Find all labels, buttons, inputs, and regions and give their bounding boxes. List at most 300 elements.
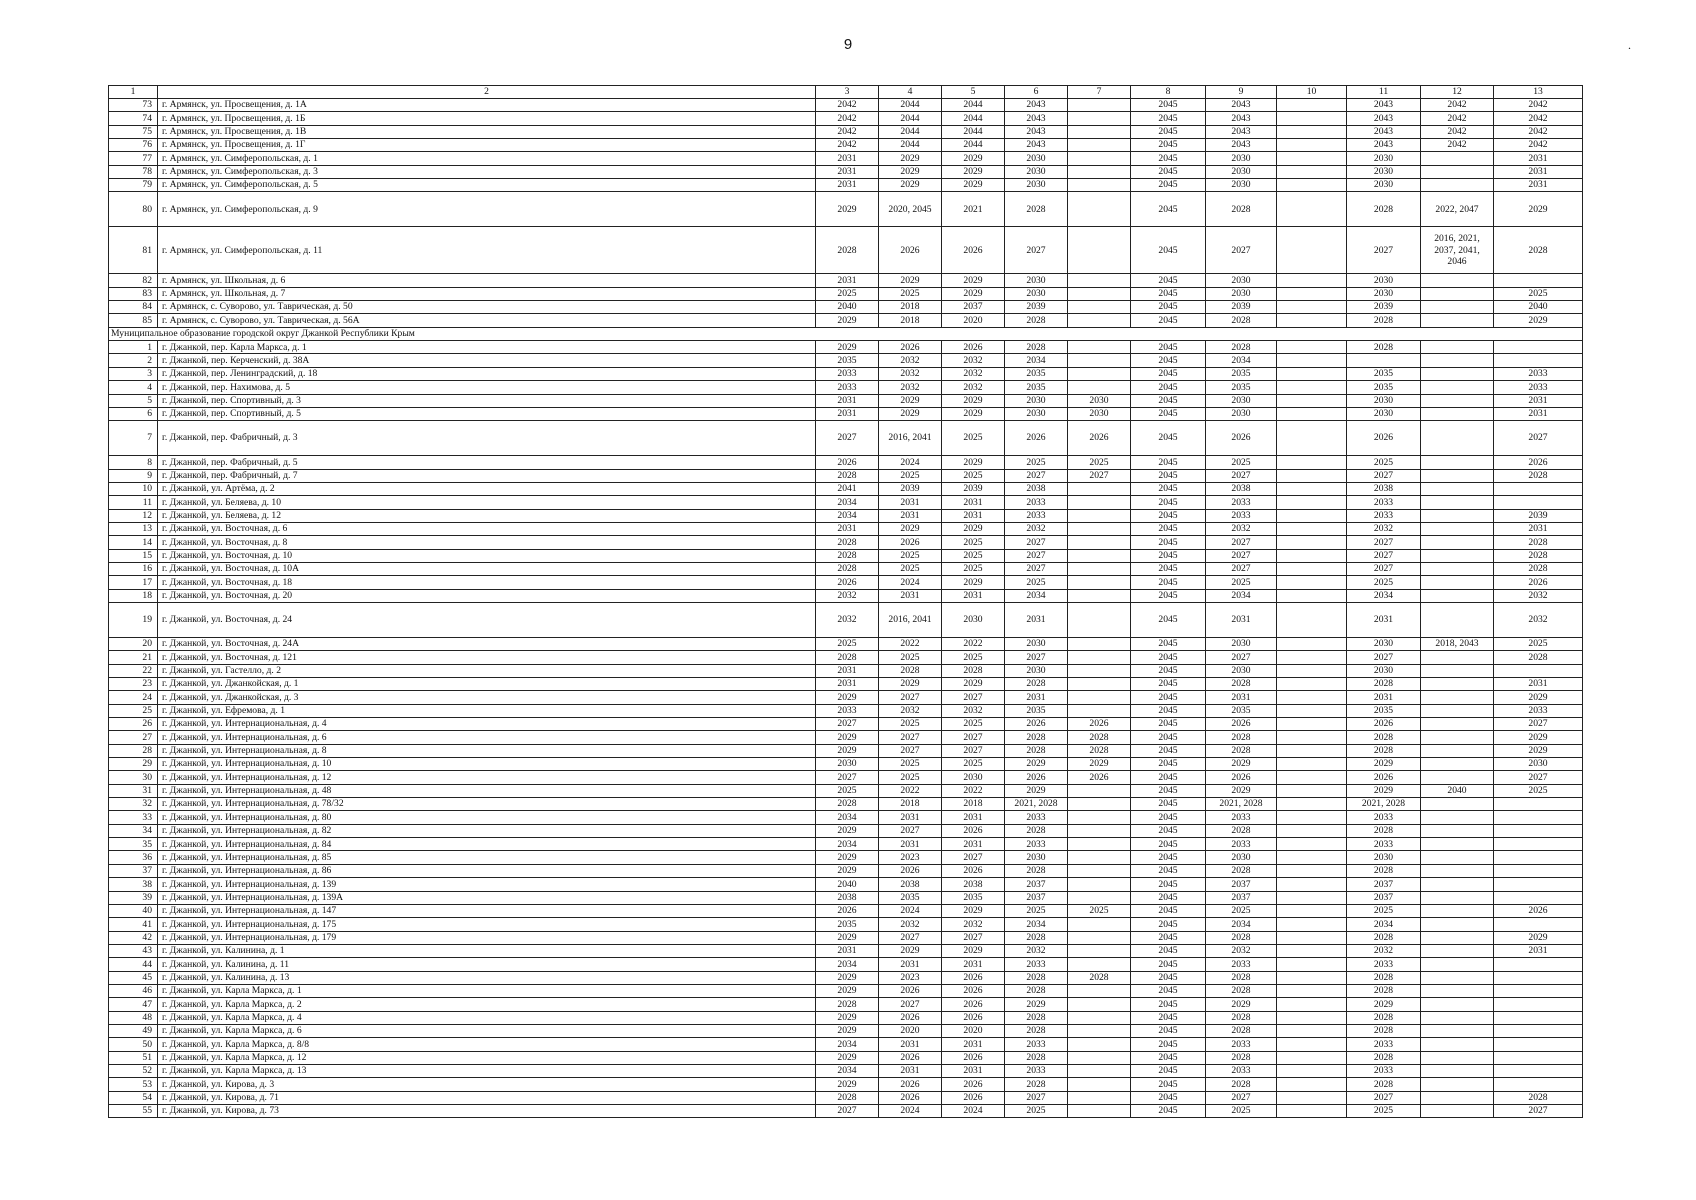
year-cell: 2025 [1005,1105,1068,1118]
housing-schedule-table [108,85,1583,1118]
year-cell: 2027 [1347,1091,1421,1104]
year-cell: 2033 [1347,838,1421,851]
year-cell: 2045 [1131,562,1206,575]
row-number: 39 [109,891,158,904]
year-cell [1421,798,1494,811]
year-cell [1494,1024,1583,1037]
year-cell: 2039 [1005,301,1068,314]
year-cell: 2027 [1206,536,1277,549]
year-cell: 2033 [1005,838,1068,851]
year-cell: 2030 [1347,394,1421,407]
year-cell [1068,798,1131,811]
year-cell: 2020, 2045 [879,192,942,227]
table-row [109,904,1583,917]
year-cell: 2028 [816,549,879,562]
table-row [109,851,1583,864]
year-cell: 2045 [1131,549,1206,562]
year-cell: 2031 [1494,152,1583,165]
year-cell: 2033 [1206,811,1277,824]
year-cell: 2033 [1494,381,1583,394]
year-cell: 2029 [1494,931,1583,944]
address-cell: г. Джанкой, ул. Кирова, д. 3 [158,1078,816,1091]
year-cell: 2029 [816,984,879,997]
year-cell: 2028 [1347,1078,1421,1091]
year-cell [1277,838,1347,851]
year-cell: 2031 [1494,179,1583,192]
address-cell: г. Джанкой, ул. Карла Маркса, д. 12 [158,1051,816,1064]
year-cell: 2041 [816,482,879,495]
table-row [109,824,1583,837]
year-cell: 2032 [879,354,942,367]
year-cell: 2028 [1494,469,1583,482]
year-cell: 2030 [1206,637,1277,650]
year-cell: 2026 [1206,718,1277,731]
year-cell: 2032 [1347,944,1421,957]
year-cell [1068,891,1131,904]
year-cell: 2027 [942,851,1005,864]
year-cell: 2035 [942,891,1005,904]
address-cell: г. Джанкой, ул. Восточная, д. 18 [158,576,816,589]
year-cell: 2029 [816,1051,879,1064]
year-cell: 2043 [1005,125,1068,138]
year-cell [1277,944,1347,957]
year-cell [1421,469,1494,482]
year-cell [1068,274,1131,287]
year-cell: 2032 [1005,522,1068,535]
year-cell: 2034 [1005,354,1068,367]
table-row [109,758,1583,771]
address-cell: г. Джанкой, ул. Интернациональная, д. 78/32 [158,798,816,811]
year-cell [1494,664,1583,677]
year-cell: 2029 [816,691,879,704]
row-number: 7 [109,421,158,456]
year-cell: 2026 [1494,904,1583,917]
year-cell: 2028 [1005,678,1068,691]
year-cell [1421,354,1494,367]
year-cell: 2028 [816,562,879,575]
year-cell [1068,878,1131,891]
year-cell: 2045 [1131,1091,1206,1104]
year-cell [1277,496,1347,509]
address-cell: г. Джанкой, ул. Восточная, д. 10 [158,549,816,562]
year-cell: 2020 [942,1024,1005,1037]
row-number: 18 [109,589,158,602]
year-cell: 2045 [1131,664,1206,677]
year-cell: 2032 [1494,589,1583,602]
year-cell: 2031 [816,678,879,691]
year-cell [1277,1024,1347,1037]
year-cell [1421,744,1494,757]
year-cell: 2029 [1494,691,1583,704]
year-cell: 2025 [1068,904,1131,917]
year-cell: 2021, 2028 [1005,798,1068,811]
year-cell: 2033 [1005,509,1068,522]
year-cell: 2045 [1131,112,1206,125]
year-cell [1421,891,1494,904]
year-cell [1068,784,1131,797]
year-cell [1277,931,1347,944]
year-cell: 2033 [1494,704,1583,717]
row-number: 35 [109,838,158,851]
year-cell: 2026 [1347,718,1421,731]
address-cell: г. Джанкой, ул. Восточная, д. 24 [158,602,816,637]
year-cell: 2027 [942,744,1005,757]
year-cell: 2030 [1206,664,1277,677]
year-cell: 2029 [942,904,1005,917]
year-cell [1421,522,1494,535]
year-cell: 2031 [879,1038,942,1051]
year-cell: 2028 [1005,341,1068,354]
year-cell [1277,1064,1347,1077]
year-cell: 2027 [1068,469,1131,482]
year-cell: 2034 [816,838,879,851]
year-cell: 2045 [1131,287,1206,300]
year-cell: 2029 [1494,744,1583,757]
row-number: 40 [109,904,158,917]
year-cell: 2031 [1005,691,1068,704]
year-cell [1421,984,1494,997]
year-cell: 2031 [879,1064,942,1077]
year-cell: 2045 [1131,354,1206,367]
year-cell [1277,958,1347,971]
year-cell: 2042 [1421,99,1494,112]
year-cell: 2042 [1494,99,1583,112]
table-row [109,984,1583,997]
year-cell [1277,718,1347,731]
year-cell: 2025 [1005,904,1068,917]
year-cell: 2029 [1005,784,1068,797]
year-cell [1421,651,1494,664]
year-cell: 2030 [1347,637,1421,650]
year-cell: 2025 [879,562,942,575]
year-cell [1277,341,1347,354]
year-cell [1068,549,1131,562]
year-cell: 2035 [1005,704,1068,717]
year-cell [1068,301,1131,314]
table-header-row [109,86,1583,99]
table-row [109,771,1583,784]
year-cell: 2033 [1206,958,1277,971]
year-cell: 2045 [1131,731,1206,744]
year-cell [1068,944,1131,957]
table-row [109,152,1583,165]
year-cell: 2029 [1005,998,1068,1011]
year-cell: 2045 [1131,576,1206,589]
year-cell: 2028 [1494,1091,1583,1104]
year-cell: 2038 [1206,482,1277,495]
row-number: 24 [109,691,158,704]
year-cell: 2028 [1494,536,1583,549]
year-cell [1068,139,1131,152]
table-row [109,381,1583,394]
address-cell: г. Армянск, ул. Симферопольская, д. 3 [158,165,816,178]
year-cell: 2031 [816,522,879,535]
year-cell: 2026 [942,1011,1005,1024]
year-cell: 2029 [1005,758,1068,771]
year-cell [1068,112,1131,125]
row-number: 17 [109,576,158,589]
year-cell [1277,918,1347,931]
year-cell [1277,456,1347,469]
table-row [109,522,1583,535]
year-cell [1277,165,1347,178]
year-cell: 2029 [1494,314,1583,327]
year-cell [1277,1091,1347,1104]
year-cell: 2020 [879,1024,942,1037]
row-number: 20 [109,637,158,650]
year-cell: 2027 [1005,536,1068,549]
year-cell: 2042 [816,139,879,152]
year-cell: 2021 [942,192,1005,227]
year-cell: 2028 [1347,1024,1421,1037]
year-cell: 2018 [879,798,942,811]
row-number: 8 [109,456,158,469]
year-cell: 2025 [1494,637,1583,650]
year-cell: 2025 [1347,456,1421,469]
year-cell: 2029 [1494,192,1583,227]
year-cell [1277,651,1347,664]
address-cell: г. Джанкой, ул. Джанкойская, д. 3 [158,691,816,704]
year-cell: 2028 [1206,314,1277,327]
year-cell: 2045 [1131,1038,1206,1051]
address-cell: г. Армянск, ул. Школьная, д. 6 [158,274,816,287]
table-row [109,998,1583,1011]
year-cell [1277,274,1347,287]
year-cell: 2027 [1494,718,1583,731]
year-cell: 2034 [1005,589,1068,602]
year-cell: 2025 [942,651,1005,664]
year-cell [1421,482,1494,495]
year-cell [1421,381,1494,394]
year-cell [1277,784,1347,797]
year-cell: 2026 [942,864,1005,877]
year-cell [1494,496,1583,509]
year-cell [1068,811,1131,824]
row-number: 44 [109,958,158,971]
year-cell: 2023 [879,851,942,864]
year-cell [1277,139,1347,152]
year-cell: 2020 [942,314,1005,327]
year-cell [1277,984,1347,997]
year-cell [1421,602,1494,637]
year-cell: 2026 [942,1091,1005,1104]
year-cell [1277,522,1347,535]
year-cell: 2025 [1347,904,1421,917]
year-cell: 2045 [1131,798,1206,811]
table-row [109,536,1583,549]
table-row [109,367,1583,380]
address-cell: г. Джанкой, ул. Карла Маркса, д. 2 [158,998,816,1011]
year-cell [1068,341,1131,354]
address-cell: г. Джанкой, ул. Карла Маркса, д. 6 [158,1024,816,1037]
year-cell: 2044 [879,99,942,112]
table-row [109,1011,1583,1024]
year-cell: 2027 [879,998,942,1011]
year-cell: 2033 [1347,496,1421,509]
year-cell [1068,838,1131,851]
row-number: 31 [109,784,158,797]
address-cell: г. Джанкой, пер. Ленинградский, д. 18 [158,367,816,380]
year-cell: 2044 [942,112,1005,125]
row-number: 37 [109,864,158,877]
year-cell [1277,589,1347,602]
year-cell: 2026 [879,864,942,877]
year-cell: 2045 [1131,704,1206,717]
year-cell [1277,125,1347,138]
year-cell: 2029 [942,394,1005,407]
year-cell: 2029 [942,287,1005,300]
year-cell [1068,576,1131,589]
year-cell [1277,576,1347,589]
year-cell: 2027 [1494,421,1583,456]
year-cell [1494,984,1583,997]
row-number: 41 [109,918,158,931]
year-cell: 2028 [1494,562,1583,575]
year-cell: 2028 [1347,314,1421,327]
year-cell [1421,904,1494,917]
table-row [109,944,1583,957]
address-cell: г. Армянск, ул. Симферопольская, д. 9 [158,192,816,227]
year-cell [1421,758,1494,771]
year-cell: 2025 [816,287,879,300]
year-cell: 2038 [942,878,1005,891]
year-cell: 2033 [1347,1064,1421,1077]
row-number: 85 [109,314,158,327]
year-cell: 2030 [816,758,879,771]
row-number: 15 [109,549,158,562]
year-cell [1421,394,1494,407]
year-cell: 2025 [1206,576,1277,589]
year-cell [1277,1078,1347,1091]
table-row [109,1051,1583,1064]
year-cell: 2028 [1206,984,1277,997]
year-cell: 2028 [1005,1024,1068,1037]
year-cell: 2018 [879,301,942,314]
row-number: 47 [109,998,158,1011]
year-cell [1347,354,1421,367]
year-cell: 2031 [879,958,942,971]
year-cell: 2025 [816,637,879,650]
year-cell: 2027 [942,691,1005,704]
row-number: 80 [109,192,158,227]
year-cell [1277,469,1347,482]
row-number: 3 [109,367,158,380]
row-number: 11 [109,496,158,509]
year-cell: 2026 [1206,771,1277,784]
year-cell: 2043 [1347,125,1421,138]
address-cell: г. Джанкой, пер. Спортивный, д. 5 [158,407,816,420]
year-cell: 2045 [1131,971,1206,984]
table-row [109,589,1583,602]
year-cell: 2034 [816,958,879,971]
year-cell: 2044 [942,99,1005,112]
year-cell: 2032 [1494,602,1583,637]
year-cell [1068,1105,1131,1118]
year-cell: 2035 [879,891,942,904]
year-cell: 2045 [1131,1105,1206,1118]
year-cell: 2043 [1347,99,1421,112]
address-cell: г. Джанкой, пер. Фабричный, д. 5 [158,456,816,469]
year-cell: 2021, 2028 [1206,798,1277,811]
year-cell: 2033 [1005,496,1068,509]
year-cell: 2031 [942,589,1005,602]
year-cell: 2028 [1206,971,1277,984]
year-cell [1421,589,1494,602]
year-cell: 2045 [1131,496,1206,509]
year-cell: 2026 [942,971,1005,984]
address-cell: г. Джанкой, ул. Восточная, д. 6 [158,522,816,535]
address-cell: г. Джанкой, ул. Интернациональная, д. 10 [158,758,816,771]
year-cell [1494,341,1583,354]
year-cell: 2045 [1131,522,1206,535]
year-cell: 2034 [1347,589,1421,602]
year-cell: 2031 [942,509,1005,522]
year-cell: 2028 [1206,864,1277,877]
year-cell: 2028 [1347,864,1421,877]
year-cell [1068,227,1131,274]
year-cell: 2031 [816,274,879,287]
year-cell: 2028 [816,1091,879,1104]
year-cell [1421,341,1494,354]
year-cell: 2030 [1005,407,1068,420]
year-cell: 2028 [1347,731,1421,744]
year-cell: 2026 [1206,421,1277,456]
row-number: 27 [109,731,158,744]
page-number: 9 [843,36,853,53]
year-cell: 2029 [816,931,879,944]
year-cell: 2030 [1347,287,1421,300]
year-cell [1277,731,1347,744]
address-cell: г. Джанкой, ул. Кирова, д. 71 [158,1091,816,1104]
year-cell: 2037 [1005,891,1068,904]
year-cell: 2029 [1347,758,1421,771]
column-header: 10 [1277,86,1347,99]
row-number: 79 [109,179,158,192]
year-cell: 2045 [1131,998,1206,1011]
year-cell: 2028 [1005,971,1068,984]
row-number: 23 [109,678,158,691]
year-cell [1277,664,1347,677]
year-cell: 2034 [1206,354,1277,367]
year-cell: 2029 [816,864,879,877]
address-cell: г. Джанкой, ул. Восточная, д. 10А [158,562,816,575]
table-row [109,691,1583,704]
row-number: 19 [109,602,158,637]
table-row [109,1105,1583,1118]
table-row [109,456,1583,469]
year-cell: 2029 [1347,784,1421,797]
year-cell: 2026 [1005,421,1068,456]
year-cell: 2029 [816,851,879,864]
year-cell [1068,704,1131,717]
column-header: 6 [1005,86,1068,99]
year-cell: 2045 [1131,274,1206,287]
year-cell: 2033 [1347,958,1421,971]
year-cell: 2043 [1005,99,1068,112]
year-cell: 2034 [1005,918,1068,931]
year-cell [1068,589,1131,602]
table-row [109,482,1583,495]
year-cell: 2045 [1131,744,1206,757]
year-cell [1068,1064,1131,1077]
year-cell [1068,354,1131,367]
address-cell: г. Джанкой, ул. Интернациональная, д. 80 [158,811,816,824]
year-cell [1494,971,1583,984]
table-row [109,549,1583,562]
address-cell: г. Джанкой, ул. Интернациональная, д. 139А [158,891,816,904]
year-cell: 2028 [1005,864,1068,877]
row-number: 78 [109,165,158,178]
